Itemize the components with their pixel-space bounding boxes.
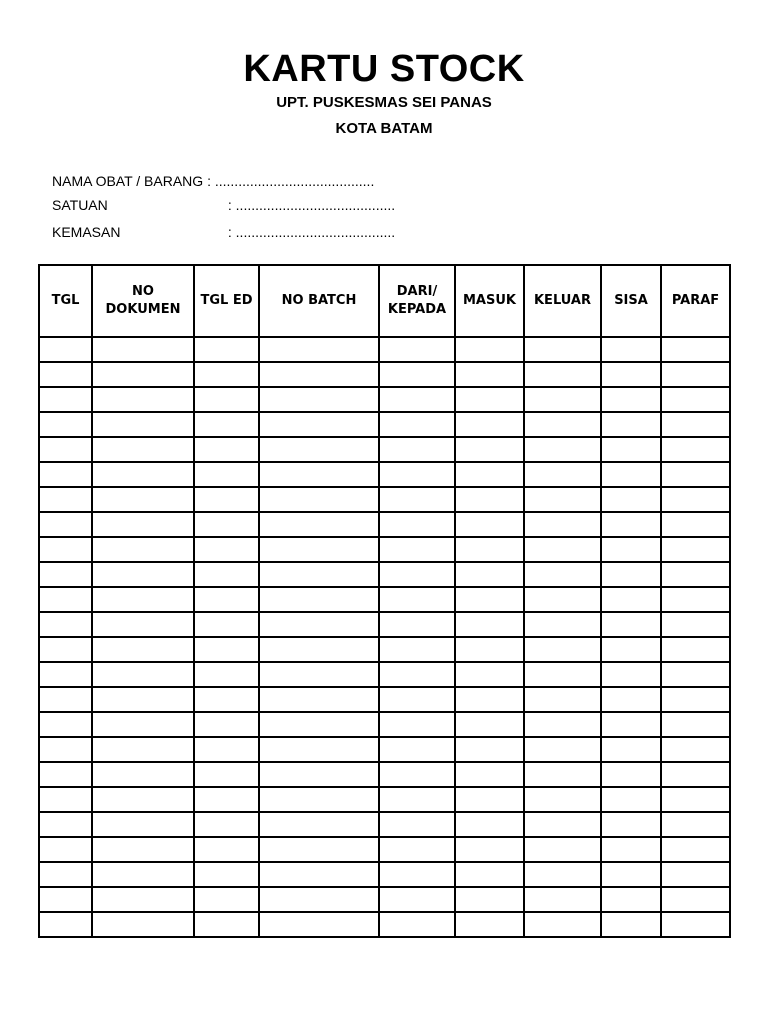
table-cell: [601, 562, 661, 587]
table-cell: [455, 412, 524, 437]
field-satuan: [52, 197, 395, 214]
table-cell: [194, 612, 259, 637]
table-cell: [92, 862, 194, 887]
table-cell: [455, 437, 524, 462]
table-cell: [379, 412, 455, 437]
table-cell: [379, 537, 455, 562]
table-cell: [259, 787, 379, 812]
table-cell: [39, 762, 92, 787]
table-cell: [39, 437, 92, 462]
table-cell: [524, 512, 601, 537]
table-cell: [259, 812, 379, 837]
table-cell: [524, 462, 601, 487]
table-cell: [39, 487, 92, 512]
table-cell: [661, 437, 730, 462]
column-header-masuk: MASUK: [455, 265, 524, 337]
table-cell: [524, 862, 601, 887]
table-row: [39, 512, 730, 537]
field-label: SATUAN: [52, 197, 108, 213]
table-row: [39, 462, 730, 487]
table-cell: [39, 512, 92, 537]
table-row: [39, 637, 730, 662]
table-cell: [92, 587, 194, 612]
field-blank: : .........................................: [227, 224, 396, 240]
table-cell: [661, 512, 730, 537]
column-header-tgl: TGL: [39, 265, 92, 337]
table-body: [39, 337, 730, 937]
table-cell: [39, 337, 92, 362]
table-cell: [524, 662, 601, 687]
table-cell: [194, 712, 259, 737]
table-cell: [379, 762, 455, 787]
table-cell: [661, 412, 730, 437]
table-cell: [661, 587, 730, 612]
table-cell: [379, 637, 455, 662]
table-cell: [379, 862, 455, 887]
table-cell: [259, 887, 379, 912]
table-cell: [661, 487, 730, 512]
table-cell: [455, 787, 524, 812]
table-cell: [39, 712, 92, 737]
table-cell: [455, 387, 524, 412]
table-row: [39, 662, 730, 687]
table-row: [39, 412, 730, 437]
table-cell: [379, 487, 455, 512]
table-cell: [194, 487, 259, 512]
table-cell: [524, 612, 601, 637]
table-cell: [661, 737, 730, 762]
table-cell: [455, 512, 524, 537]
table-row: [39, 712, 730, 737]
table-cell: [601, 712, 661, 737]
table-cell: [92, 562, 194, 587]
table-cell: [601, 812, 661, 837]
table-cell: [455, 337, 524, 362]
table-cell: [379, 462, 455, 487]
table-cell: [194, 512, 259, 537]
table-row: [39, 812, 730, 837]
table-cell: [259, 562, 379, 587]
table-cell: [661, 612, 730, 637]
table-cell: [524, 812, 601, 837]
stock-table: [38, 264, 731, 938]
table-cell: [601, 637, 661, 662]
table-cell: [92, 412, 194, 437]
table-cell: [259, 387, 379, 412]
table-cell: [259, 862, 379, 887]
table-cell: [455, 537, 524, 562]
column-header-keluar: KELUAR: [524, 265, 601, 337]
column-header-sisa: SISA: [601, 265, 661, 337]
table-cell: [92, 537, 194, 562]
table-cell: [661, 862, 730, 887]
table-cell: [455, 712, 524, 737]
table-cell: [455, 662, 524, 687]
table-cell: [601, 687, 661, 712]
table-cell: [601, 887, 661, 912]
table-cell: [194, 812, 259, 837]
table-row: [39, 612, 730, 637]
table-row: [39, 337, 730, 362]
table-cell: [601, 587, 661, 612]
city-name: KOTA BATAM: [335, 120, 433, 137]
table-cell: [455, 912, 524, 937]
table-cell: [524, 637, 601, 662]
table-cell: [455, 587, 524, 612]
table-cell: [601, 787, 661, 812]
table-cell: [194, 762, 259, 787]
table-cell: [194, 337, 259, 362]
table-cell: [601, 837, 661, 862]
table-cell: [661, 887, 730, 912]
table-cell: [601, 387, 661, 412]
table-cell: [259, 687, 379, 712]
table-cell: [524, 537, 601, 562]
table-row: [39, 787, 730, 812]
table-cell: [379, 837, 455, 862]
table-cell: [379, 587, 455, 612]
field-kemasan: [52, 224, 395, 241]
table-cell: [379, 912, 455, 937]
table-cell: [259, 362, 379, 387]
table-cell: [92, 612, 194, 637]
field-label: KEMASAN: [52, 224, 121, 240]
table-cell: [39, 812, 92, 837]
table-cell: [92, 362, 194, 387]
table-cell: [379, 812, 455, 837]
column-header-no-batch: NO BATCH: [259, 265, 379, 337]
table-cell: [92, 912, 194, 937]
table-row: [39, 487, 730, 512]
table-row: [39, 537, 730, 562]
table-cell: [661, 762, 730, 787]
column-header-no-dokumen: NO DOKUMEN: [92, 265, 194, 337]
table-cell: [194, 862, 259, 887]
table-cell: [455, 737, 524, 762]
table-cell: [379, 687, 455, 712]
column-header-tgl-ed: TGL ED: [194, 265, 259, 337]
table-cell: [455, 562, 524, 587]
table-cell: [39, 387, 92, 412]
field-blank: : .........................................: [207, 173, 375, 189]
table-cell: [194, 662, 259, 687]
table-row: [39, 912, 730, 937]
table-cell: [524, 412, 601, 437]
table-cell: [455, 687, 524, 712]
table-cell: [259, 662, 379, 687]
table-cell: [92, 712, 194, 737]
table-cell: [601, 512, 661, 537]
table-cell: [39, 612, 92, 637]
table-cell: [259, 412, 379, 437]
table-cell: [92, 737, 194, 762]
table-cell: [455, 362, 524, 387]
table-cell: [259, 462, 379, 487]
table-cell: [661, 912, 730, 937]
table-cell: [92, 812, 194, 837]
table-cell: [524, 587, 601, 612]
table-row: [39, 587, 730, 612]
table-cell: [601, 337, 661, 362]
table-cell: [455, 637, 524, 662]
table-cell: [601, 437, 661, 462]
table-cell: [194, 362, 259, 387]
table-cell: [194, 837, 259, 862]
table-cell: [39, 562, 92, 587]
table-cell: [92, 637, 194, 662]
table-cell: [524, 837, 601, 862]
table-cell: [455, 762, 524, 787]
field-nama-obat: [52, 173, 374, 190]
table-cell: [524, 562, 601, 587]
table-cell: [661, 812, 730, 837]
table-cell: [661, 387, 730, 412]
table-cell: [259, 912, 379, 937]
table-cell: [379, 662, 455, 687]
table-cell: [455, 812, 524, 837]
table-cell: [524, 487, 601, 512]
table-cell: [661, 687, 730, 712]
table-cell: [524, 712, 601, 737]
table-cell: [194, 387, 259, 412]
table-cell: [39, 637, 92, 662]
table-cell: [601, 862, 661, 887]
table-cell: [92, 837, 194, 862]
table-cell: [524, 762, 601, 787]
table-cell: [524, 737, 601, 762]
table-cell: [379, 887, 455, 912]
table-cell: [194, 562, 259, 587]
table-cell: [194, 637, 259, 662]
table-cell: [39, 837, 92, 862]
table-cell: [661, 637, 730, 662]
table-row: [39, 562, 730, 587]
table-cell: [259, 512, 379, 537]
table-cell: [379, 612, 455, 637]
table-cell: [92, 787, 194, 812]
table-cell: [601, 412, 661, 437]
table-cell: [379, 337, 455, 362]
table-cell: [661, 712, 730, 737]
table-cell: [259, 737, 379, 762]
table-cell: [92, 762, 194, 787]
table-cell: [39, 662, 92, 687]
table-cell: [601, 612, 661, 637]
table-cell: [259, 437, 379, 462]
table-cell: [601, 362, 661, 387]
table-cell: [194, 537, 259, 562]
table-cell: [601, 537, 661, 562]
table-cell: [661, 337, 730, 362]
table-cell: [194, 412, 259, 437]
table-cell: [661, 562, 730, 587]
table-cell: [194, 462, 259, 487]
table-cell: [194, 437, 259, 462]
table-cell: [379, 387, 455, 412]
table-row: [39, 887, 730, 912]
table-cell: [194, 587, 259, 612]
field-blank: : .........................................: [227, 197, 396, 213]
table-row: [39, 362, 730, 387]
table-cell: [39, 862, 92, 887]
table-cell: [259, 712, 379, 737]
table-cell: [661, 462, 730, 487]
table-cell: [92, 687, 194, 712]
table-cell: [661, 662, 730, 687]
table-cell: [379, 562, 455, 587]
table-cell: [601, 762, 661, 787]
table-cell: [259, 487, 379, 512]
table-cell: [524, 687, 601, 712]
column-header-dari-kepada: DARI/ KEPADA: [379, 265, 455, 337]
table-cell: [661, 537, 730, 562]
table-cell: [92, 487, 194, 512]
document-title: KARTU STOCK: [243, 48, 525, 90]
table-cell: [455, 487, 524, 512]
table-cell: [39, 362, 92, 387]
table-cell: [379, 362, 455, 387]
table-cell: [92, 437, 194, 462]
table-cell: [524, 912, 601, 937]
table-cell: [455, 887, 524, 912]
field-label: NAMA OBAT / BARANG: [52, 173, 204, 189]
table-header-row: [39, 265, 730, 337]
table-cell: [259, 337, 379, 362]
table-cell: [455, 462, 524, 487]
table-cell: [39, 687, 92, 712]
table-cell: [259, 587, 379, 612]
table-cell: [92, 512, 194, 537]
table-cell: [259, 762, 379, 787]
table-cell: [259, 537, 379, 562]
table-cell: [259, 612, 379, 637]
table-cell: [194, 912, 259, 937]
table-cell: [194, 687, 259, 712]
table-cell: [661, 362, 730, 387]
table-row: [39, 387, 730, 412]
table-cell: [194, 787, 259, 812]
table-cell: [39, 887, 92, 912]
table-cell: [455, 837, 524, 862]
table-cell: [39, 412, 92, 437]
table-cell: [259, 637, 379, 662]
table-cell: [379, 737, 455, 762]
table-row: [39, 737, 730, 762]
table-cell: [92, 337, 194, 362]
table-cell: [39, 537, 92, 562]
table-cell: [39, 462, 92, 487]
institution-name: UPT. PUSKESMAS SEI PANAS: [276, 94, 492, 111]
table-cell: [601, 462, 661, 487]
table-cell: [92, 387, 194, 412]
table-cell: [92, 662, 194, 687]
table-cell: [379, 437, 455, 462]
table-cell: [379, 512, 455, 537]
table-cell: [194, 737, 259, 762]
table-cell: [524, 337, 601, 362]
table-cell: [39, 587, 92, 612]
table-cell: [601, 737, 661, 762]
table-row: [39, 862, 730, 887]
table-row: [39, 687, 730, 712]
table-cell: [661, 837, 730, 862]
table-cell: [601, 912, 661, 937]
table-cell: [39, 787, 92, 812]
table-row: [39, 762, 730, 787]
table-cell: [39, 912, 92, 937]
table-cell: [194, 887, 259, 912]
table-cell: [524, 387, 601, 412]
table-cell: [524, 362, 601, 387]
table-row: [39, 837, 730, 862]
table-cell: [524, 787, 601, 812]
table-cell: [92, 462, 194, 487]
column-header-paraf: PARAF: [661, 265, 730, 337]
table-cell: [524, 437, 601, 462]
table-cell: [379, 712, 455, 737]
table-cell: [661, 787, 730, 812]
table-cell: [601, 487, 661, 512]
table-cell: [379, 787, 455, 812]
table-row: [39, 437, 730, 462]
table-cell: [259, 837, 379, 862]
table-cell: [524, 887, 601, 912]
table-cell: [39, 737, 92, 762]
table-cell: [455, 862, 524, 887]
table-cell: [601, 662, 661, 687]
table-cell: [92, 887, 194, 912]
table-cell: [455, 612, 524, 637]
